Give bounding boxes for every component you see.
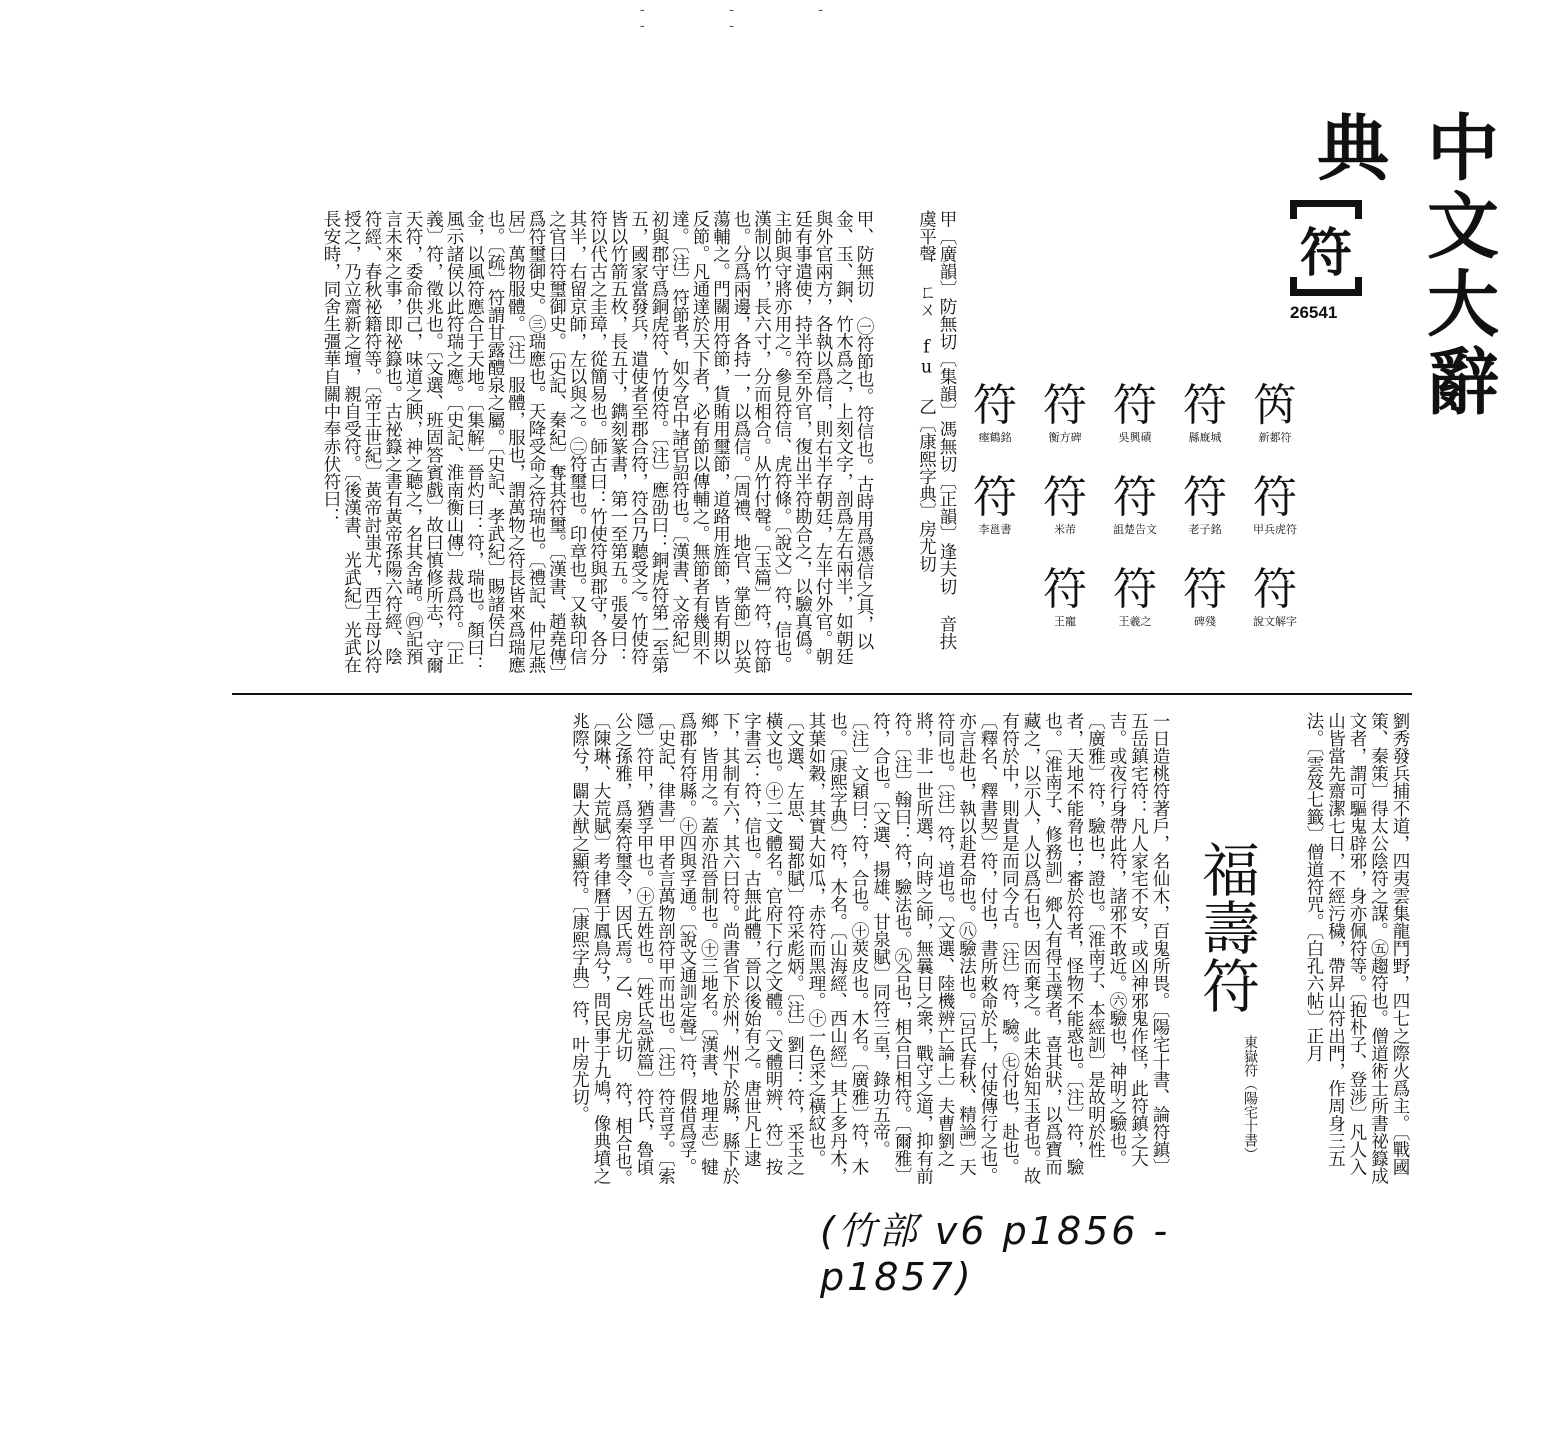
- glyph-form: 符: [1113, 472, 1157, 523]
- glyph-label: 王寵: [1054, 615, 1076, 628]
- glyph-column: [1175, 380, 1235, 700]
- glyph-form: 符: [1043, 380, 1087, 431]
- glyph-label: 新郪符: [1258, 431, 1292, 444]
- glyph-label: 甲兵虎符: [1253, 523, 1297, 536]
- headword: 符: [1299, 222, 1352, 284]
- glyph-label: 王羲之: [1118, 615, 1152, 628]
- glyph-form: 符: [1253, 564, 1297, 615]
- definition-text-upper: 甲、防無切 ㊀符節也。符信也。古時用爲憑信之具，以金、玉、銅、竹木爲之，上刻文字，剖爲左右兩半，如朝廷與外官兩方，各執以爲信，則右半存朝廷，左半付外官。朝廷有事遣使，持半符至外官，復出半符勘合之，以驗真僞。主帥與守將亦用之。參見符信、虎符條。〔說文〕符，信也。漢制以竹，長六寸，分而相合。从竹付聲。〔玉篇〕符，符節也。分爲兩邊，各持一，以爲信。〔周禮、地官、掌節〕以英蕩輔之。門關用符節，貨賄用璽節，道路用旌節，皆有期以反節。凡通達於天下者，必有節以傳輔之。無節者有幾則不達。〔注〕符節者，如今宮中諸官詔符也。〔漢書、文帝紀〕初與郡守爲銅虎符、竹使符。〔注〕應劭曰：銅虎符第一至第五，國家當發兵，遣使者至郡合符，符合乃聽受之。竹使符皆以竹箭五枚，長五寸，鐫刻篆書，第一至第五。張晏曰：符以代古之圭璋，從簡易也。師古曰：竹使符與郡守，各分其半，右留京師，左以與之。㊁符璽也。印章也。又執印信之官曰符璽御史。〔史記、秦紀〕奪其符璽。〔漢書、趙堯傳〕爲符璽御史。㊂瑞應也。天降受命之符瑞也。〔禮記、仲尼燕居〕萬物服體。〔注〕服體，服也，謂萬物之符長皆來爲瑞應也。〔疏〕符謂甘露醴泉之屬。〔史記、孝武紀〕賜諸侯白金，以風符應合于天地。〔集解〕晉灼曰：符，瑞也。顏曰：風示諸侯以此符瑞之應。〔史記、淮南衡山傳〕裁爲符。〔正義〕符，徵兆也。〔文選、班固答賓戲〕故曰慎修所志，守爾天符，委命供己，味道之腴，神之聽之，名其舍諸。㊃記預言未來之事，即祕籙也。古祕籙之書有黃帝孫陽六符經、陰符經、春秋祕籍符等。〔帝王世紀〕黃帝討蚩尤，西王母以符授之，乃立齋新之壇，親自受符。〔後漢書、光武紀〕光武在長安時，同舍生彊華自關中奉赤伏符曰：: [321, 210, 874, 674]
- glyph-form: 符: [1043, 472, 1087, 523]
- glyph-form: 符: [1253, 472, 1297, 523]
- glyph-form: 笍: [1253, 380, 1297, 431]
- glyph-label: 縣廐城: [1188, 431, 1222, 444]
- glyph-form: 符: [1183, 380, 1227, 431]
- pronunciation: 甲〔廣韻〕防無切〔集韻〕馮無切〔正韻〕逢夫切 音扶 虞平聲 ㄈㄨ fu 乙〔康熙字典〕房尤切: [916, 210, 957, 650]
- headword-box: [1290, 200, 1362, 296]
- dictionary-title: 中文大辭典: [1305, 110, 1499, 422]
- glyph-forms: [960, 380, 1305, 700]
- glyph-label: 李邕書: [978, 523, 1012, 536]
- glyph-label: 老子銘: [1188, 523, 1222, 536]
- glyph-form: 符: [1183, 472, 1227, 523]
- glyph-column: [1245, 380, 1305, 700]
- glyph-label: 瘞鶴銘: [978, 431, 1012, 444]
- seal-script-talisman: 福壽符: [1192, 840, 1260, 1014]
- glyph-label: 碑殘: [1194, 615, 1216, 628]
- glyph-form: 符: [1043, 564, 1087, 615]
- glyph-label: 米芾: [1054, 523, 1076, 536]
- glyph-column: [1035, 380, 1095, 700]
- bracket-bottom: [1290, 277, 1362, 296]
- glyph-form: 符: [1113, 380, 1157, 431]
- glyph-label: 吳興磧: [1118, 431, 1152, 444]
- entry-number: 26541: [1290, 303, 1338, 322]
- glyph-column: [1105, 380, 1165, 700]
- glyph-label: 詛楚告文: [1113, 523, 1157, 536]
- definition-text-continued: 劉秀發兵捕不道，四夷雲集龍鬥野，四七之際火爲主。〔戰國策、秦策〕得太公陰符之謀。㊄趨符也。僧道術士所書祕籙成文者，謂可驅鬼辟邪，身亦佩符等。〔抱朴子、登涉〕凡人入山皆當先齋潔七日，不經污穢，帶昇山符出門，作周身三五法。〔雲笈七籤〕僧道符咒。〔白孔六帖〕正月: [1304, 712, 1410, 1185]
- glyph-form: 符: [1183, 564, 1227, 615]
- definition-text-lower: 一日造桃符著戶，名仙木，百鬼所畏。〔陽宅十書、論符鎮〕五岳鎮宅符：凡人家宅不安，或凶神邪鬼作怪，此符鎮之大吉。或夜行身帶此符，諸邪不敢近。㊅驗也，神明之驗也。〔廣雅〕符，驗也，證也。〔淮南子、本經訓〕是故明於性者，天地不能脅也；審於符者，怪物不能惑也。〔注〕符，驗也。〔淮南子、修務訓〕鄉人有得玉璞者，喜其狀，以爲寶而藏之，以示人，人以爲石也，因而棄之。此未始知玉者也。故有符於中，則貴是而同今古。〔注〕符，驗。㊆付也，赴也。〔釋名、釋書契〕符，付也，書所敕命於上，付使傳行之也。亦言赴也，執以赴君命也。㊇驗法也。〔呂氏春秋、精論〕天符同也。〔注〕符，道也。〔文選、陸機辨亡論上〕夫曹劉之將，非一世所選，向時之師，無曩日之衆，戰守之道，抑有前符。〔注〕翰曰：符，驗法也。㊈合也，相合曰相符。〔爾雅〕符，合也。〔文選、揚雄、甘泉賦〕同符三皇，錄功五帝。〔注〕文穎曰：符，合也。㊉莢皮也。木名。〔廣雅〕符，木也。〔康熙字典〕符，木名。〔山海經、西山經〕其上多丹木，其葉如穀，其實大如瓜，赤符而黑理。㊉一色采之橫紋也。〔文選、左思、蜀都賦〕符采彪炳。〔注〕劉曰：符，采玉之橫文也。㊉二文體名。官府下行之文體。〔文體明辨、符〕按字書云：符，信也。古無此體，晉以後始有之。唐世凡上逮下，其制有六，其六曰符。尚書省下於州，州下於縣，縣下於鄉，皆用之。蓋亦沿晉制也。㊉三地名。〔漢書、地理志〕犍爲郡有符縣。㊉四與孚通。〔說文通訓定聲〕符，假借爲孚。〔史記、律書〕甲者言萬物剖符甲而出也。〔注〕符音孚。〔索隱〕符甲，猶孚甲也。㊉五姓也。〔姓氏急就篇〕符氏，魯頃公之孫雅，爲秦符璽令，因氏焉。乙、房尤切 符，相合也。〔陳琳、大荒賦〕考律曆于鳳鳥兮，問民事于九鳩，像典墳之兆際兮，闢大猷之顯符。〔康熙字典〕符，叶房尤切。: [569, 712, 1170, 1187]
- bracket-top: [1290, 200, 1362, 219]
- handwritten-annotation: (竹部 v6 p1856 - p1857): [820, 1209, 1171, 1299]
- glyph-column: [965, 380, 1025, 700]
- glyph-form: 符: [973, 380, 1017, 431]
- seal-script-label: 東嶽符（陽宅十書）: [1242, 1035, 1258, 1161]
- glyph-form: 符: [973, 472, 1017, 523]
- glyph-label: 衡方碑: [1048, 431, 1082, 444]
- glyph-form: 符: [1113, 564, 1157, 615]
- scan-marks: - - - - -: [640, 2, 864, 34]
- section-divider: [232, 693, 1412, 695]
- glyph-label: 說文解字: [1253, 615, 1297, 628]
